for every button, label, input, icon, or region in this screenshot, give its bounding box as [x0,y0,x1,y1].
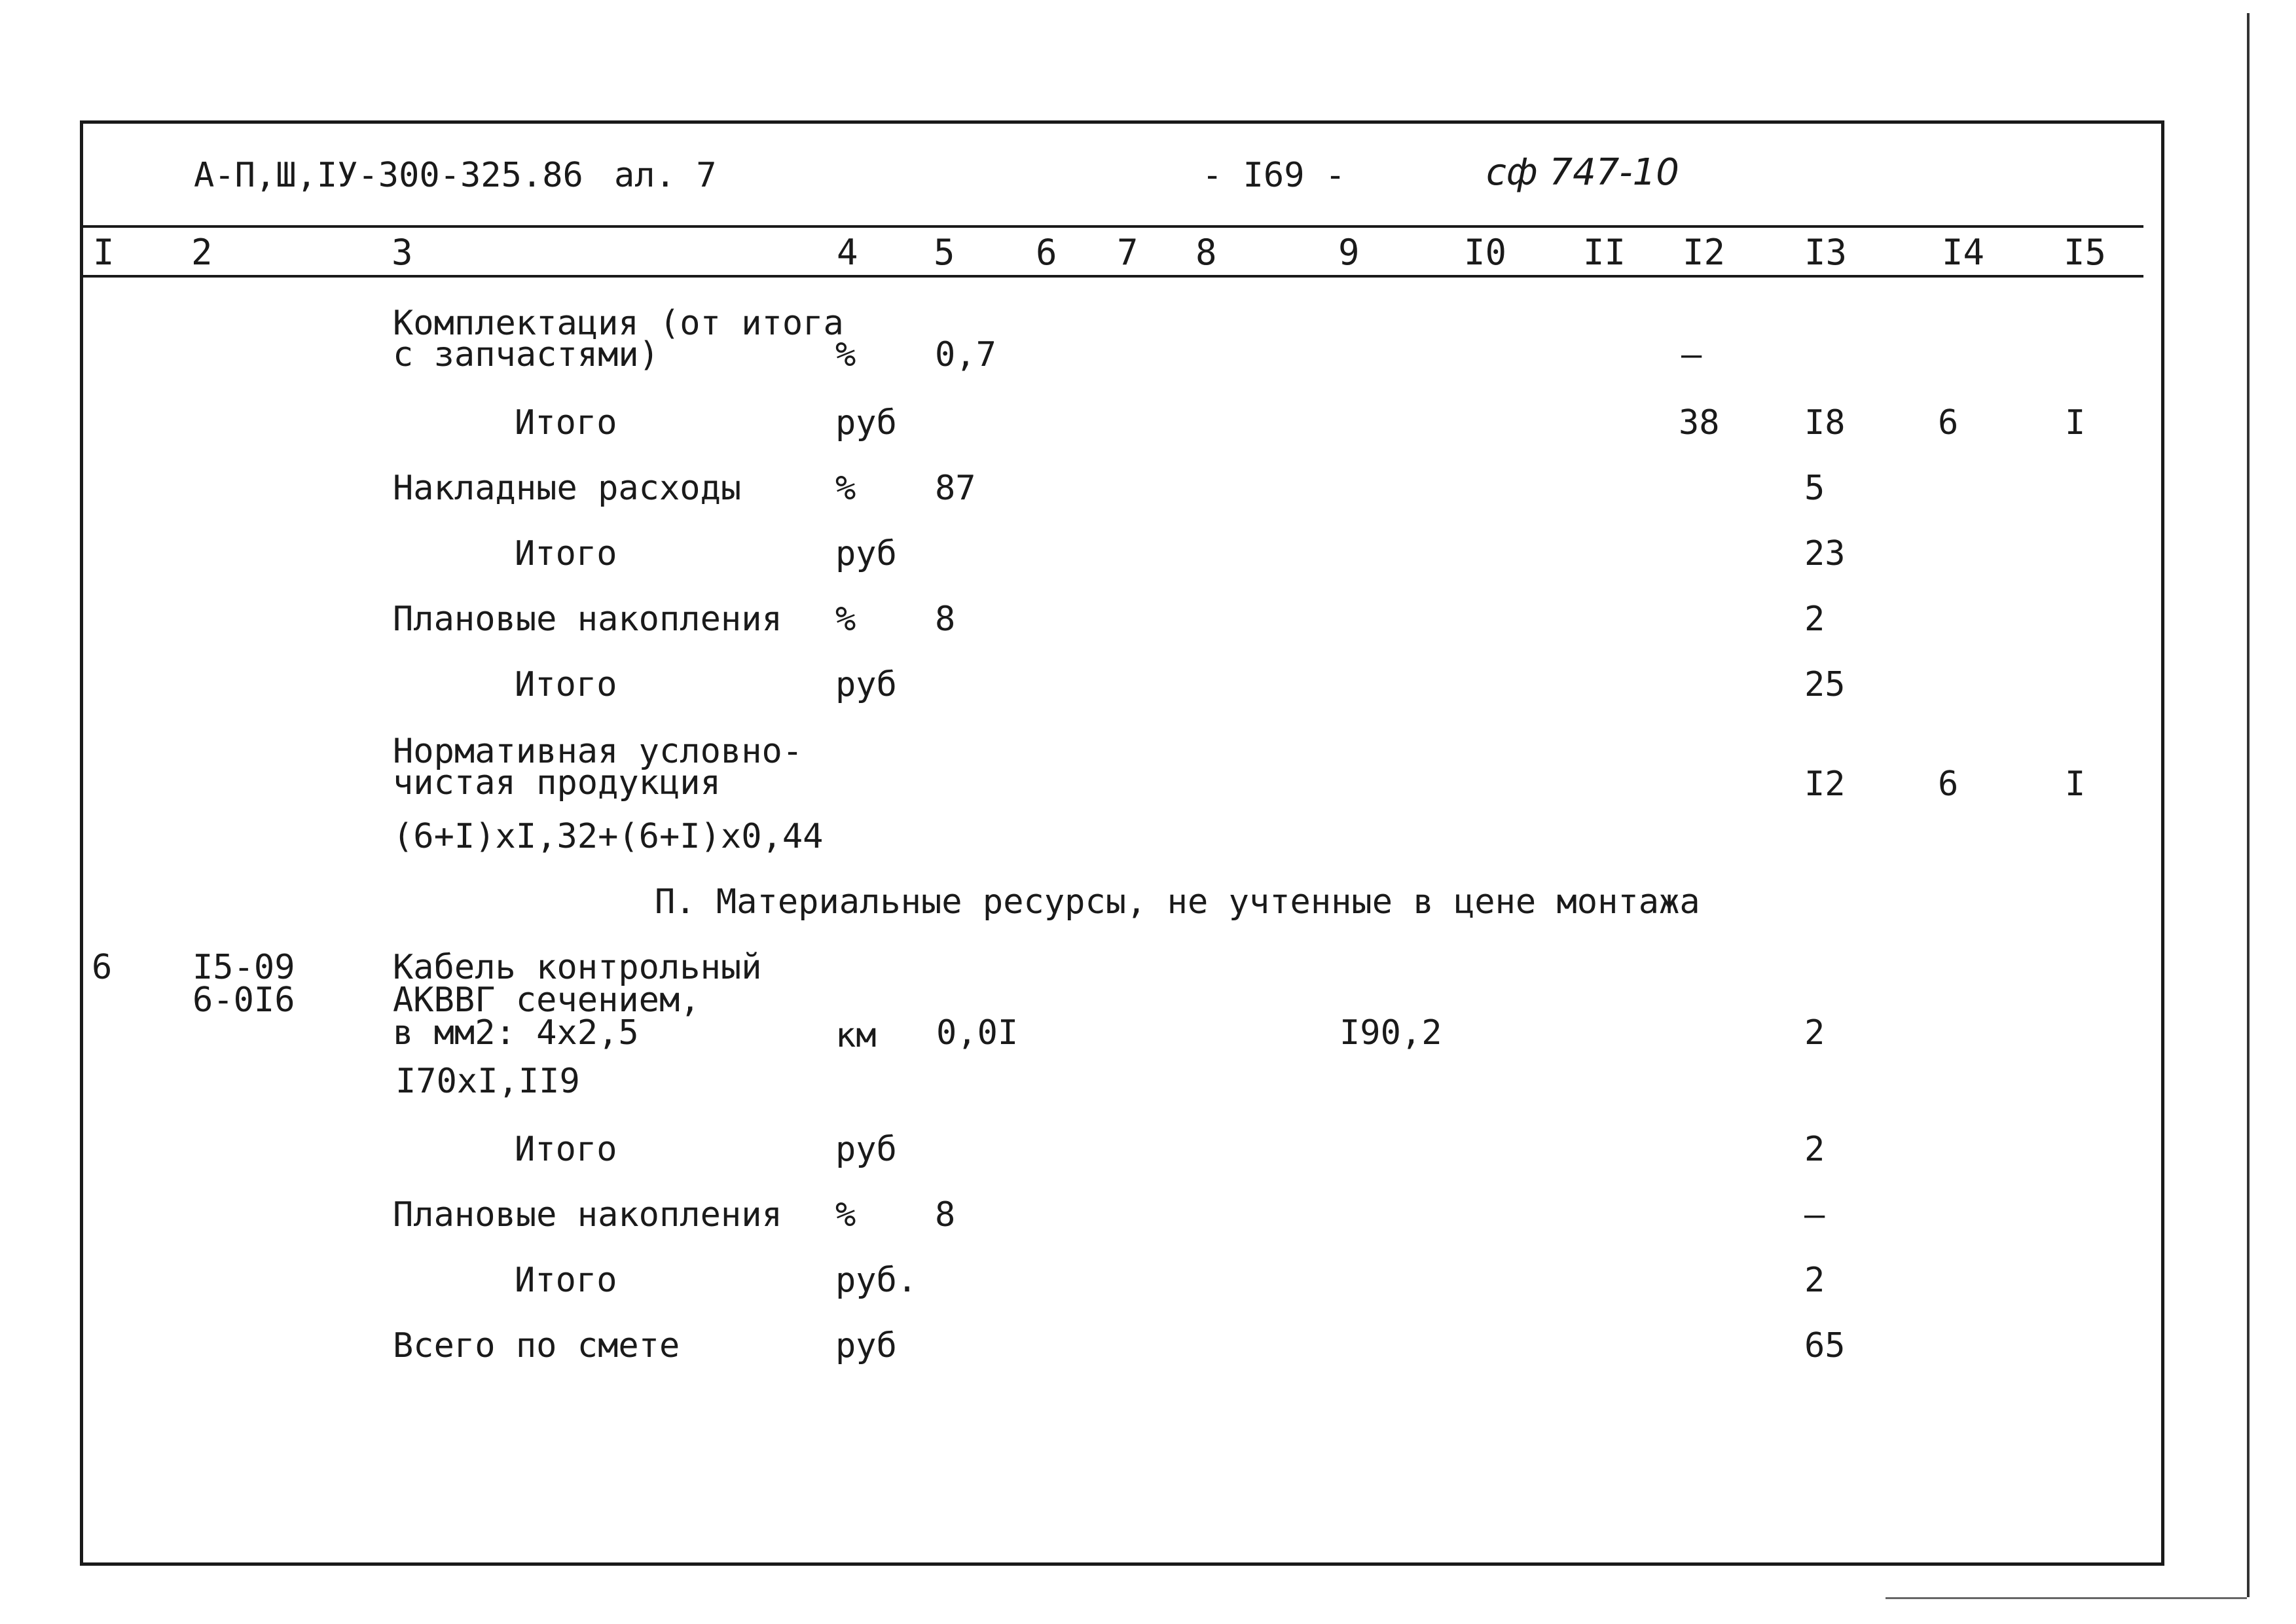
row6-col13: 25 [1804,665,1846,704]
row4-col13: 23 [1804,534,1846,573]
row9-col13: 2 [1804,1130,1825,1169]
header-rule-bottom [81,275,2143,278]
col-header-6: 6 [1036,232,1057,273]
row6-unit: руб [835,665,897,704]
row8-code-line2: 6-0I6 [192,981,295,1020]
col-header-3: 3 [392,232,413,273]
col-header-7: 7 [1117,232,1139,273]
col-header-13: I3 [1804,232,1848,273]
row11-unit: руб. [835,1261,918,1300]
row6-name: Итого [515,665,617,704]
col-header-11: II [1583,232,1626,273]
row8-col1: 6 [92,948,113,987]
row12-col13: 65 [1804,1326,1846,1365]
row7-name-line2: чистая продукция [393,763,721,803]
row8-name-line1: Кабель контрольный [393,948,762,987]
row8-code-line1: I5-09 [192,948,295,987]
row9-name: Итого [515,1130,617,1169]
row10-unit: % [835,1195,856,1235]
row8-name-line2: АКВВГ сечением, [393,981,701,1020]
row1-name-line2: с запчастями) [393,335,659,374]
row12-name: Всего по смете [393,1326,680,1365]
row4-name: Итого [515,534,617,573]
row4-unit: руб [835,534,897,573]
album-number: ал. 7 [614,156,717,195]
col-header-1: I [93,232,115,273]
row1-unit: % [835,335,856,374]
row8-col13: 2 [1804,1013,1825,1053]
section-heading: П. Материальные ресурсы, не учтенные в цене монтажа [655,882,1700,922]
row1-col12: – [1681,335,1702,374]
header-rule-top [81,225,2143,228]
row10-name: Плановые накопления [393,1195,782,1235]
col-header-12: I2 [1683,232,1726,273]
row3-unit: % [835,469,856,508]
row3-col13: 5 [1804,469,1825,508]
col-header-14: I4 [1942,232,1985,273]
row2-unit: руб [835,403,897,442]
col-header-8: 8 [1195,232,1217,273]
row10-col5: 8 [935,1195,956,1235]
row8-name-line3: в мм2: 4х2,5 [393,1013,639,1053]
page-number: - I69 - [1202,156,1346,195]
row8-unit: км [835,1016,877,1055]
row10-col13: – [1804,1195,1825,1235]
row5-name: Плановые накопления [393,600,782,639]
col-header-2: 2 [191,232,213,273]
row8-formula: I70xI,II9 [395,1062,580,1101]
row9-unit: руб [835,1130,897,1169]
row7-formula: (6+I)xI,32+(6+I)x0,44 [393,817,824,856]
row7-col15: I [2065,765,2086,804]
col-header-5: 5 [934,232,955,273]
row2-name: Итого [515,403,617,442]
row1-col5: 0,7 [935,335,996,374]
row2-col13: I8 [1804,403,1846,442]
row2-col14: 6 [1938,403,1959,442]
row11-col13: 2 [1804,1261,1825,1300]
row5-col5: 8 [935,600,956,639]
row2-col15: I [2065,403,2086,442]
row7-name-line1: Нормативная условно- [393,732,803,771]
col-header-15: I5 [2064,232,2107,273]
col-header-10: I0 [1464,232,1507,273]
row8-col9: I90,2 [1339,1013,1442,1053]
handwritten-note: сф 747-10 [1486,151,1679,194]
row7-col13: I2 [1804,765,1846,804]
row2-col12: 38 [1679,403,1720,442]
col-header-9: 9 [1338,232,1360,273]
row8-col5: 0,0I [936,1013,1019,1053]
col-header-4: 4 [837,232,858,273]
row3-name: Накладные расходы [393,469,742,508]
row1-name-line1: Комплектация (от итога [393,304,844,343]
row12-unit: руб [835,1326,897,1365]
row5-unit: % [835,600,856,639]
row11-name: Итого [515,1261,617,1300]
row3-col5: 87 [935,469,976,508]
doc-code: А-П,Ш,IУ-300-325.86 [194,156,583,195]
page-edge-bottom [1886,1597,2247,1599]
row7-col14: 6 [1938,765,1959,804]
row5-col13: 2 [1804,600,1825,639]
page-edge-right [2247,13,2250,1597]
